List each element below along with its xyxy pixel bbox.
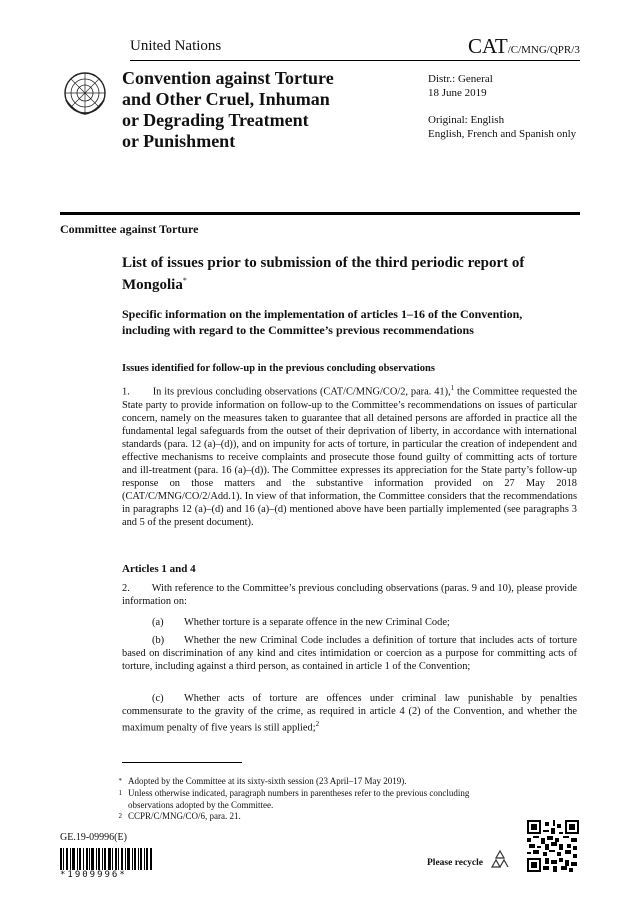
- qr-code-icon: [527, 820, 579, 872]
- barcode-number: *1909996*: [60, 870, 127, 880]
- footnote: 1 Unless otherwise indicated, paragraph numbers in parentheses refer to the previous concluding observations adopted by the Committee.: [118, 788, 470, 810]
- section-subheading: Specific information on the implementation of articles 1–16 of the Convention, including with regard to the Committee’s previous recommendations: [122, 307, 523, 337]
- barcode-icon: [60, 848, 152, 870]
- sub-item-c: (c) Whether acts of torture are offences under criminal law punishable by penalties commensurate to the gravity of the crime, as required in article 4 (2) of the Convention, and whether the maximum penalty of five years is still applied;$^2$: [122, 693, 577, 734]
- footnote-rule: [122, 762, 242, 763]
- paragraph-2: 2. With reference to the Committee’s previous concluding observations (paras. 9 and 10), please provide information on:: [122, 583, 578, 608]
- document-number: GE.19-09996(E): [60, 832, 127, 843]
- document-symbol: CAT/C/MNG/QPR/3: [468, 34, 580, 58]
- distribution-info: Distr.: General 18 June 2019: [428, 73, 493, 99]
- committee-name: Committee against Torture: [60, 222, 199, 236]
- paragraph-1: 1. In its previous concluding observations (CAT/C/MNG/CO/2, para. 41),$^1$ the Committee requested the State party to provide information on follow-up to the Committee’s recommendations on issues of particular concern, namely on the measures taken to guarantee that all detained persons are afforded in practice all the fundamental legal safeguards from the outset of their deprivation of liberty, in accordance with international standards (para. 12 (a)–(d)), and on impunity for acts of torture, in particular the creation of independent and effective mechanisms to receive complaints and prosecute those found guilty of committing acts of torture and ill-treatment (para. 16 (a)–(d)). The Committee expresses its appreciation for the State party’s follow-up response on those matters and the substantive information provided on 27 May 2018 (CAT/C/MNG/CO/2/Add.1). In view of that information, the Committee considers that the recommendations in paragraphs 12 (a)–(d) and 16 (a)–(d) mentioned above have been partially implemented (see paragraphs 3 and 5 of the present document).: [122, 384, 577, 529]
- recycle-label: Please recycle: [427, 858, 483, 868]
- footnote: * Adopted by the Committee at its sixty-sixth session (23 April–17 May 2019).: [118, 776, 407, 786]
- title-divider: [60, 212, 580, 215]
- recycle-icon: [488, 848, 512, 872]
- un-emblem-icon: [62, 70, 108, 116]
- footnote: 2 CCPR/C/MNG/CO/6, para. 21.: [118, 811, 241, 821]
- issues-heading: Issues identified for follow-up in the previous concluding observations: [122, 363, 435, 374]
- articles-heading: Articles 1 and 4: [122, 563, 196, 575]
- org-name: United Nations: [130, 38, 222, 54]
- language-info: Original: English English, French and Spanish only: [428, 114, 577, 140]
- document-title: List of issues prior to submission of the third periodic report of Mongolia*: [122, 255, 525, 293]
- header-rule: [130, 60, 580, 61]
- sub-item-a: (a) Whether torture is a separate offence in the new Criminal Code;: [152, 617, 450, 628]
- sub-item-b: (b) Whether the new Criminal Code includes a definition of torture that includes acts of torture based on discrimination of any kind and cites intimidation or coercion as a purpose for committing acts of torture, including against a third person, as contained in article 1 of the Convention;: [122, 635, 577, 673]
- convention-title: Convention against Torture and Other Cruel, Inhuman or Degrading Treatment or Punishment: [122, 68, 334, 151]
